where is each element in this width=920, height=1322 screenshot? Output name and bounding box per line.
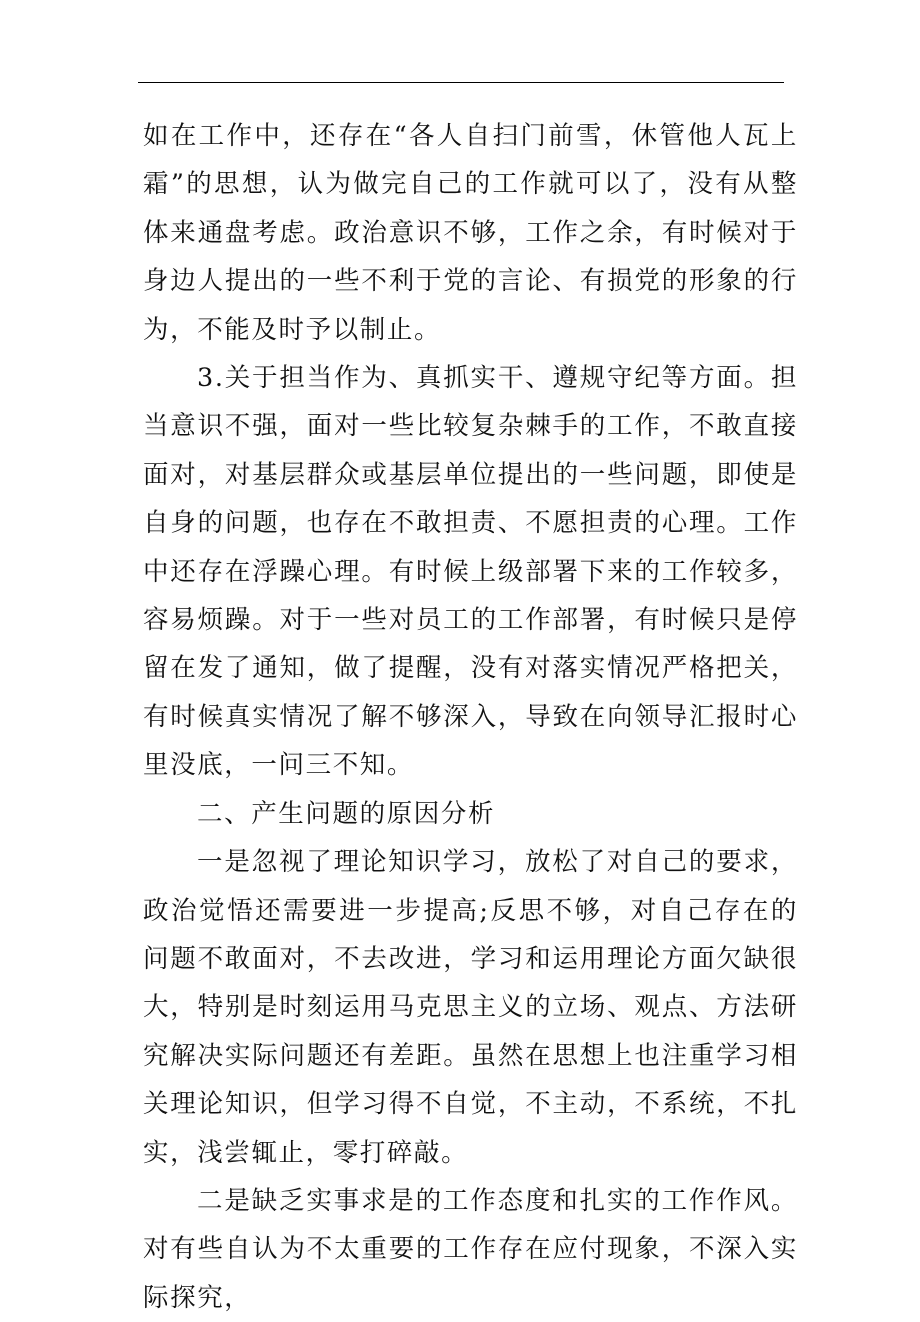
paragraph-cause-1: 一是忽视了理论知识学习，放松了对自己的要求，政治觉悟还需要进一步提高;反思不够，对自己存在的问题不敢面对，不去改进，学习和运用理论方面欠缺很大，特别是时刻运用马克思主义的立场、观点、方法研究解决实际问题还有差距。虽然在思想上也注重学习相关理论知识，但学习得不自觉，不主动，不系统，不扎实，浅尝辄止，零打碎敲。: [143, 847, 798, 1168]
paragraph-section-3: 3.关于担当作为、真抓实干、遵规守纪等方面。担当意识不强，面对一些比较复杂棘手的工作，不敢直接面对，对基层群众或基层单位提出的一些问题，即使是自身的问题，也存在不敢担责、不愿担责的心理。工作中还存在浮躁心理。有时候上级部署下来的工作较多，容易烦躁。对于一些对员工的工作部署，有时候只是停留在发了通知，做了提醒，没有对落实情况严格把关，有时候真实情况了解不够深入，导致在向领导汇报时心里没底，一问三不知。: [143, 363, 798, 781]
paragraph-cause-2: 二是缺乏实事求是的工作态度和扎实的工作作风。对有些自认为不太重要的工作存在应付现象，不深入实际探究，: [143, 1185, 798, 1313]
paragraph-continuation: 如在工作中，还存在“各人自扫门前雪，休管他人瓦上霜”的思想，认为做完自己的工作就可以了，没有从整体来通盘考虑。政治意识不够，工作之余，有时候对于身边人提出的一些不利于党的言论、有损党的形象的行为，不能及时予以制止。: [143, 121, 798, 345]
header-rule: [138, 82, 784, 83]
section-heading-cause-analysis: 二、产生问题的原因分析: [197, 798, 496, 829]
document-body: [143, 112, 798, 1322]
